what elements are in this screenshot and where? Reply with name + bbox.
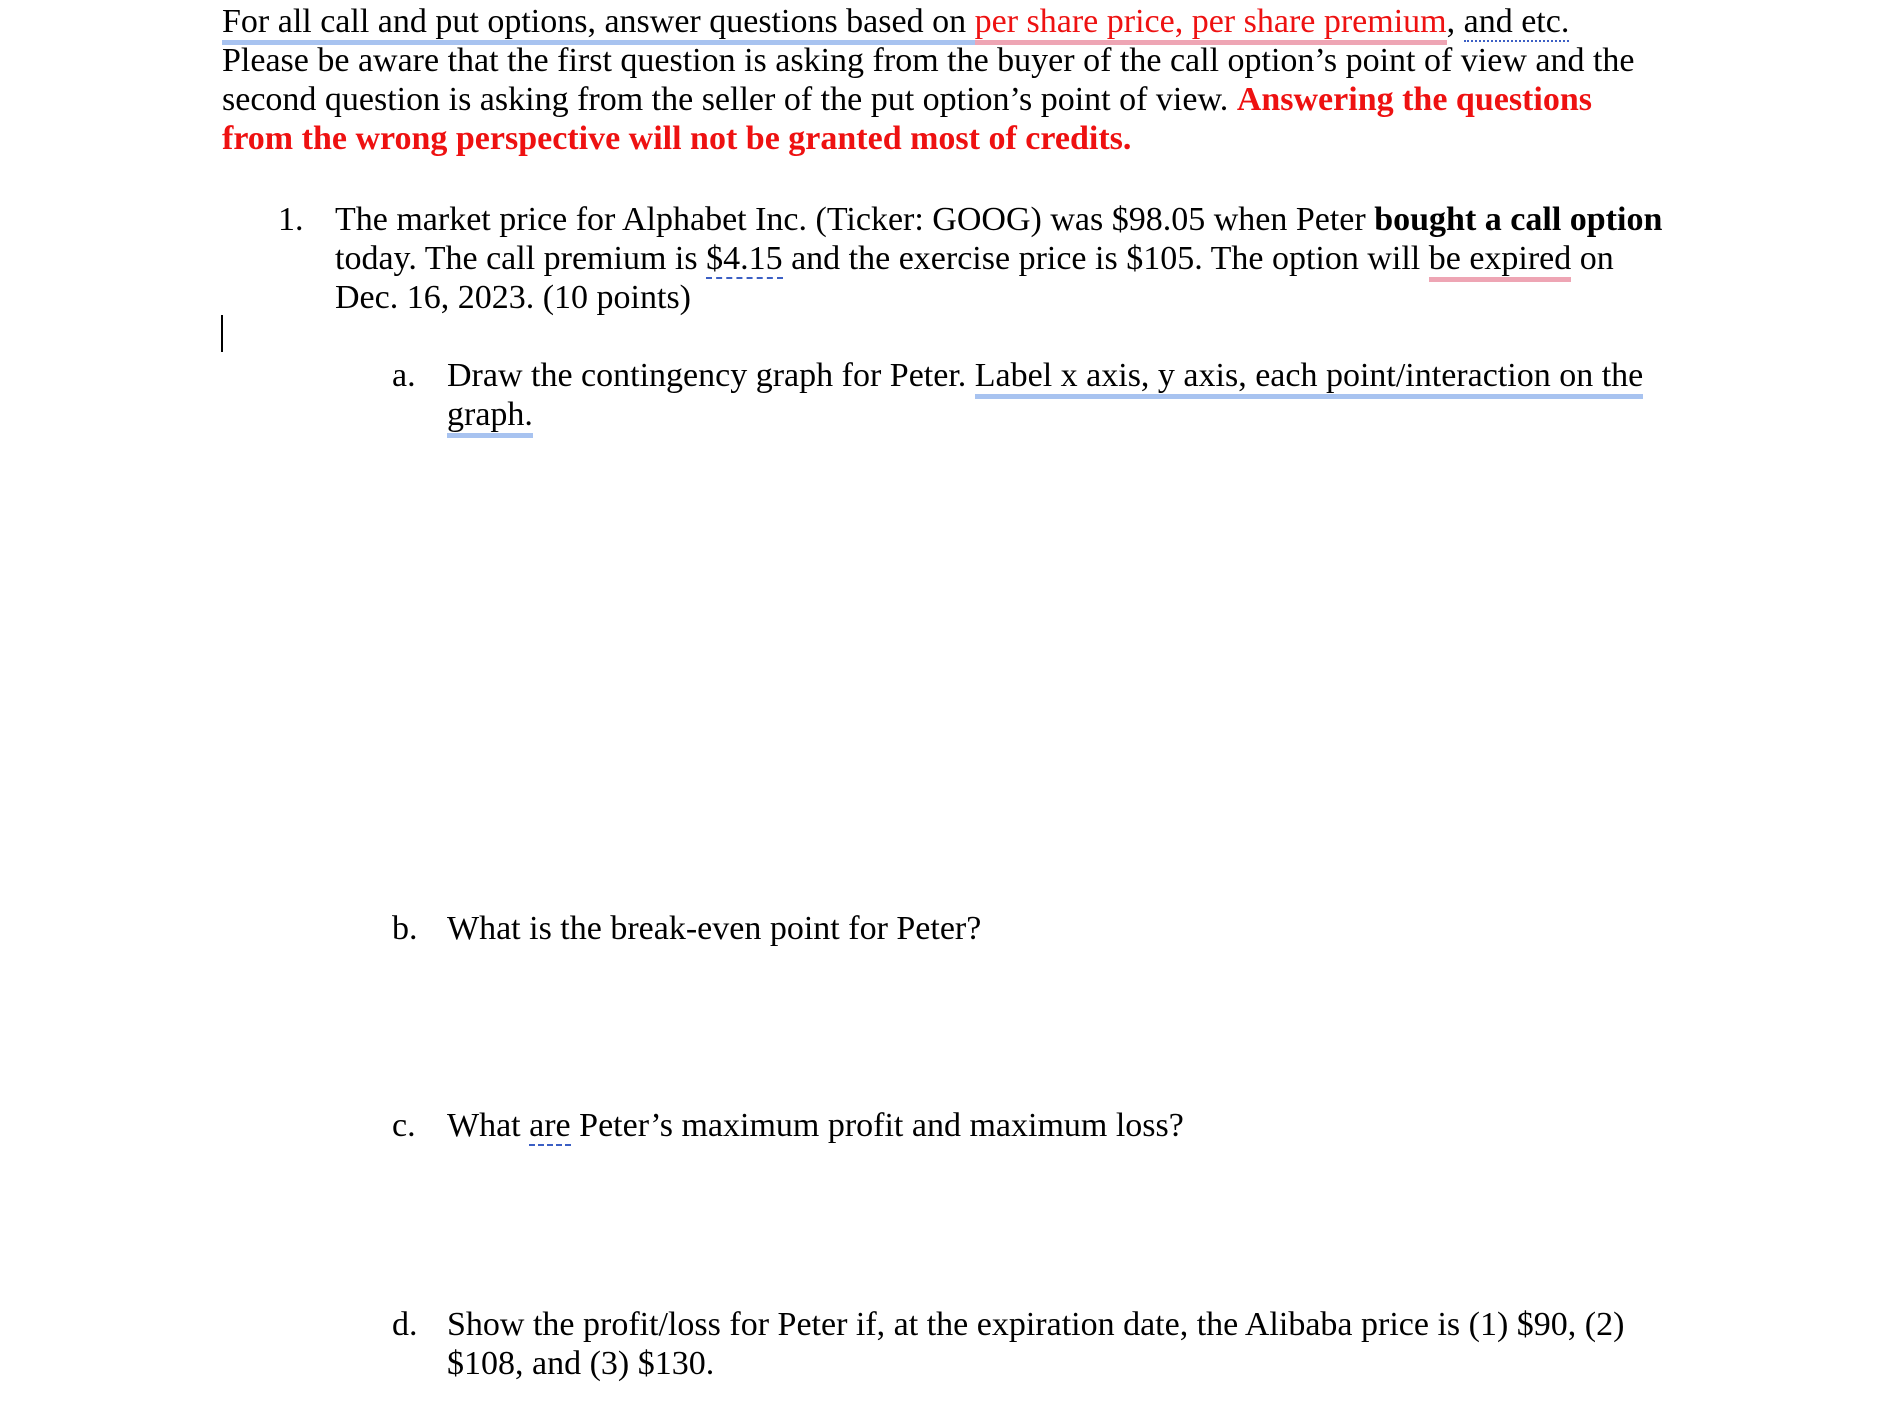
part-c-text: What [447, 1107, 530, 1144]
question-text: today. The call premium is [335, 240, 707, 277]
part-b-letter: b. [392, 910, 418, 947]
question-text: on [1571, 240, 1614, 277]
intro-line-1 [222, 2, 1569, 42]
part-c-line [447, 1106, 1184, 1146]
part-c-text: Peter’s maximum profit and maximum loss? [570, 1107, 1184, 1144]
intro-text: second question is asking from the seller of the put option’s point of view. [222, 81, 1237, 118]
question-number: 1. [278, 201, 304, 238]
part-d-letter: d. [392, 1306, 418, 1343]
part-a-text: graph. [447, 396, 533, 438]
part-d-line-1: Show the profit/loss for Peter if, at the expiration date, the Alibaba price is (1) $90, (2) [447, 1306, 1625, 1343]
part-a-instructions: Label x axis, y axis, each point/interaction on the [975, 357, 1643, 399]
part-a-line-2 [447, 395, 533, 435]
question-text: and the exercise price is $105. The option will [782, 240, 1429, 277]
intro-line-2: Please be aware that the first question is asking from the buyer of the call option’s point of view and the [222, 42, 1635, 79]
intro-text: For all call and put options, answer questions based on [222, 3, 975, 45]
part-a-text: Draw the contingency graph for Peter. [447, 357, 975, 394]
question-bold-text: bought a call option [1374, 201, 1663, 238]
part-c-letter: c. [392, 1107, 416, 1144]
warning-text: Answering the questions [1236, 81, 1592, 118]
part-a-line-1 [447, 356, 1643, 396]
intro-etc: and etc. [1463, 3, 1570, 40]
part-c-are: are [529, 1107, 571, 1144]
intro-line-3 [222, 80, 1592, 120]
text-cursor [221, 315, 223, 352]
expired-text: be expired [1429, 240, 1572, 282]
part-d-line-2: $108, and (3) $130. [447, 1345, 715, 1382]
premium-value: $4.15 [706, 240, 783, 277]
question1-line-2 [335, 239, 1614, 279]
question-text: The market price for Alphabet Inc. (Ticker: GOOG) was $98.05 when Peter [335, 201, 1375, 238]
question1-line-1 [335, 200, 1662, 240]
intro-comma: , [1446, 3, 1464, 40]
intro-line-4: from the wrong perspective will not be granted most of credits. [222, 120, 1132, 157]
part-b-text: What is the break-even point for Peter? [447, 910, 982, 947]
part-a-letter: a. [392, 357, 416, 394]
question1-line-3: Dec. 16, 2023. (10 points) [335, 279, 692, 316]
intro-highlight-text: per share price, per share premium [975, 3, 1447, 45]
